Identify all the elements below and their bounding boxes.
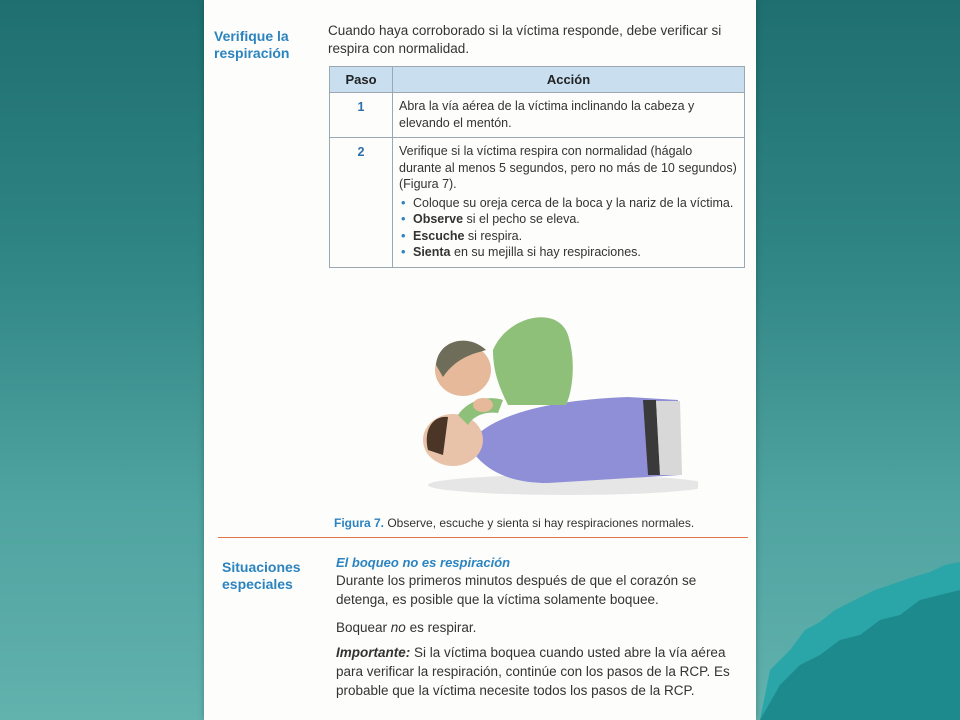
section-divider — [218, 537, 748, 538]
paragraph — [336, 643, 746, 700]
table-header-row — [330, 67, 745, 93]
steps-table — [329, 66, 745, 268]
step-action: Abra la vía aérea de la víctima inclinando la cabeza y elevando el mentón. — [393, 93, 745, 138]
text-run: es respirar. — [405, 620, 477, 635]
section-heading-special — [222, 559, 332, 593]
heading-line: especiales — [222, 576, 293, 592]
bullet-item — [413, 195, 738, 212]
heading-line: respiración — [214, 45, 290, 61]
important-label — [336, 645, 410, 660]
step-action-text: Verifique si la víctima respira con normalidad (hágalo durante al menos 5 segundos, pero no más de 10 segundos) (Figura 7). — [399, 144, 737, 191]
header-action: Acción — [393, 67, 745, 93]
bullet-text: si respira. — [464, 228, 523, 243]
bullet-text: Coloque su oreja cerca de la boca y la nariz de la víctima. — [413, 195, 734, 210]
text-run: Si la víctima boquea cuando usted abre la vía aérea para verificar la respiración, continúe con los pasos de la RCP. Es probable que la víctima necesite todos los pasos de la RCP. — [336, 645, 730, 698]
bullet-text: si el pecho se eleva. — [463, 212, 580, 226]
rescuer-checking-breathing-illustration — [398, 305, 698, 505]
bullet-bold: Escuche — [413, 228, 465, 243]
step-number: 1 — [330, 93, 393, 138]
section-heading-breathing — [214, 28, 324, 62]
heading-line: Situaciones — [222, 559, 301, 575]
intro-paragraph: Cuando haya corroborado si la víctima responde, debe verificar si respira con normalidad. — [328, 23, 722, 56]
figure-caption — [334, 516, 694, 530]
mountain-decoration — [760, 560, 960, 720]
bullet-item — [413, 228, 738, 245]
bullet-item — [413, 211, 738, 228]
bullet-item — [413, 244, 738, 261]
step-number: 2 — [330, 138, 393, 268]
step-action — [393, 138, 745, 268]
bullet-bold: Sienta — [413, 245, 451, 259]
header-step: Paso — [330, 67, 393, 93]
table-row — [330, 138, 745, 268]
text-run: Boquear — [336, 620, 391, 635]
table-row — [330, 93, 745, 138]
important-label-text: Importante: — [336, 645, 411, 660]
document-page — [204, 0, 756, 720]
paragraph: Durante los primeros minutos después de que el corazón se detenga, es posible que la víctima solamente boquee. — [336, 573, 697, 607]
paragraph — [336, 618, 746, 637]
heading-line: Verifique la — [214, 28, 289, 44]
caption-label: Figura 7. — [334, 516, 385, 530]
bullet-bold: Observe — [413, 212, 464, 226]
bullet-list — [399, 195, 738, 261]
text-italic: no — [390, 620, 406, 635]
subsection-title: El boqueo no es respiración — [336, 555, 511, 570]
caption-text: Observe, escuche y sienta si hay respiraciones normales. — [384, 516, 695, 530]
bullet-text: en su mejilla si hay respiraciones. — [450, 245, 641, 259]
